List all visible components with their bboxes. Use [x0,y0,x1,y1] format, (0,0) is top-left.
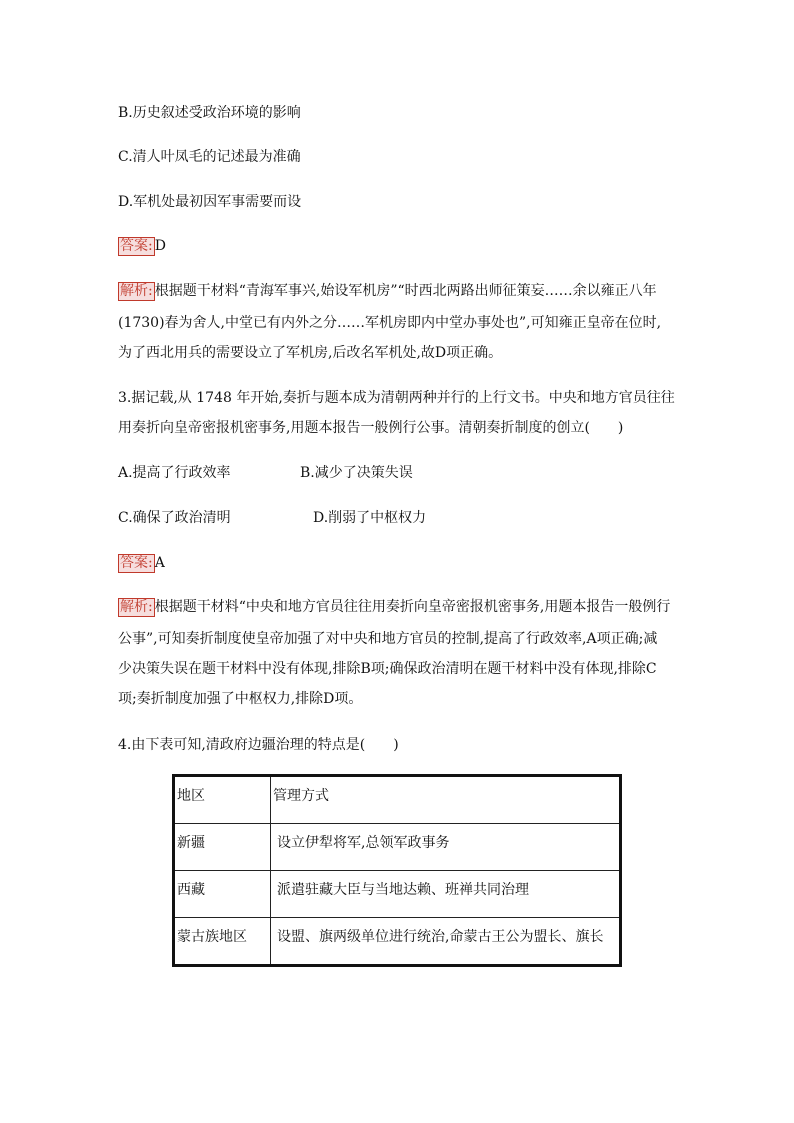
analysis-q2-line-3: 为了西北用兵的需要设立了军机房,后改名军机处,故D项正确。 [118,345,503,361]
table-row [174,918,621,966]
option-d: D.军机处最初因军事需要而设 [118,194,302,210]
analysis-text: 根据题干材料“青海军事兴,始设军机房”“时西北两路出师征策妄……余以雍正八年 [154,283,657,299]
header-cell-method: 管理方式 [271,776,621,824]
table-row [174,824,621,871]
q3-option-c: C.确保了政治清明 [118,510,231,526]
answer-tag: 答案: [120,555,153,571]
region-cell: 西藏 [174,871,271,918]
answer-tag: 答案: [120,238,153,254]
region-cell: 蒙古族地区 [174,918,271,966]
q3-option-b: B.减少了决策失误 [300,465,413,481]
q3-option-a: A.提高了行政效率 [118,465,231,481]
analysis-text: 根据题干材料“中央和地方官员往往用奏折向皇帝密报机密事务,用题本报告一般例行 [154,599,671,615]
option-b: B.历史叙述受政治环境的影响 [118,105,301,121]
method-cell: 派遣驻藏大臣与当地达赖、班禅共同治理 [271,871,621,918]
method-cell: 设立伊犁将军,总领军政事务 [271,824,621,871]
region-cell: 新疆 [174,824,271,871]
analysis-q3-line-2: 公事”,可知奏折制度使皇帝加强了对中央和地方官员的控制,提高了行政效率,A项正确;减 [118,631,658,647]
analysis-q2-line-1 [118,281,657,301]
analysis-tag: 解析: [120,599,153,615]
analysis-q3-line-1 [118,597,670,617]
answer-q3 [118,553,165,573]
method-cell: 设盟、旗两级单位进行统治,命蒙古王公为盟长、旗长 [271,918,621,966]
question-3-line-1: 3.据记载,从 1748 年开始,奏折与题本成为清朝两种并行的上行文书。中央和地方官员往往 [118,390,675,406]
option-c: C.清人叶凤毛的记述最为准确 [118,149,301,165]
q3-option-d: D.削弱了中枢权力 [313,510,427,526]
table-row [174,871,621,918]
question-3-line-2: 用奏折向皇帝密报机密事务,用题本报告一般例行公事。清朝奏折制度的创立( ) [118,420,624,436]
answer-q2 [118,236,166,256]
table-header-row [174,776,621,824]
question-4: 4.由下表可知,清政府边疆治理的特点是( ) [118,737,399,753]
answer-value: D [154,238,166,254]
analysis-q3-line-3: 少决策失误在题干材料中没有体现,排除B项;确保政治清明在题干材料中没有体现,排除C [118,661,657,677]
analysis-q3-line-4: 项;奏折制度加强了中枢权力,排除D项。 [118,691,363,707]
answer-value: A [154,555,165,571]
header-cell-region: 地区 [174,776,271,824]
frontier-governance-table [172,774,622,967]
analysis-q2-line-2: (1730)春为舍人,中堂已有内外之分……军机房即内中堂办事处也”,可知雍正皇帝在位时, [118,315,662,331]
analysis-tag: 解析: [120,283,153,299]
